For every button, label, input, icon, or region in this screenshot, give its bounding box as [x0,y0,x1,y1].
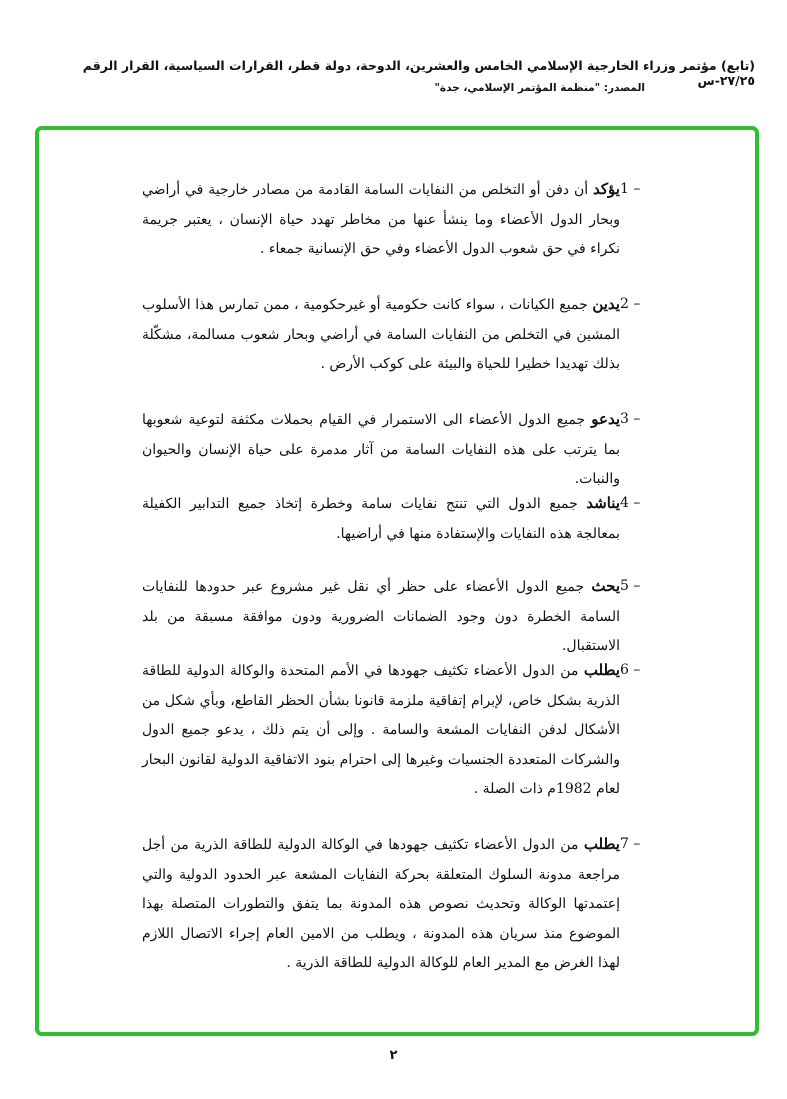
resolution-item-2 [142,290,650,380]
document-source: المصدر: "منظمة المؤتمر الإسلامي، جدة" [434,82,645,94]
resolution-item-5 [142,572,650,662]
item-keyword: يدين [592,295,620,313]
resolution-item-7 [142,830,650,979]
item-text: جميع الدول التي تنتج نفايات سامة وخطرة إتخاذ جميع التدابير الكفيلة بمعالجة هذه النفايات والإستفادة منها في أراضيها. [142,496,620,542]
item-number: 2 – [620,296,641,312]
item-number: 6 – [620,662,641,678]
document-header-title: (تابع) مؤتمر وزراء الخارجية الإسلامي الخامس والعشرين، الدوحة، دولة قطر، القرارات السياسية، القرار الرقم ٢٧/٢٥-س [82,58,755,88]
resolution-item-6 [142,656,650,805]
item-keyword: يحث [591,577,620,595]
item-keyword: يطلب [583,835,620,853]
item-keyword: يدعو [591,410,620,428]
resolution-item-1 [142,175,650,265]
resolution-item-4 [142,489,650,549]
item-number: 1 – [620,181,641,197]
page-number: ٢ [389,1048,398,1063]
item-keyword: يطلب [583,661,620,679]
item-text: من الدول الأعضاء تكثيف جهودها في الأمم المتحدة والوكالة الدولية للطاقة الذرية بشكل خاص، لإبرام إتفاقية ملزمة قانونا بشأن الحظر القاطع، وبأي شكل من الأشكال لدفن النفايات المشعة والسامة . وإلى أن يتم ذلك ، يدعو جميع الدول والشركات المتعددة الجنسيات وغيرها إلى احترام بنود الاتفاقية الدولية لقانون البحار لعام 1982م ذات الصلة . [142,663,620,797]
item-number: 7 – [620,836,641,852]
item-text: جميع الدول الأعضاء الى الاستمرار في القيام بحملات مكثفة لتوعية شعوبها بما يترتب على هذه النفايات السامة من آثار مدمرة على حياة الإنسان والحيوان والنبات. [142,412,620,487]
item-number: 3 – [620,411,641,427]
resolution-item-3 [142,405,650,495]
item-number: 4 – [620,495,641,511]
item-text: أن دفن أو التخلص من النفايات السامة القادمة من مصادر خارجية في أراضي وبحار الدول الأعضاء وما ينشأ عنها من مخاطر تهدد حياة الإنسان ، يعتبر جريمة نكراء في حق شعوب الدول الأعضاء وفي حق الإنسانية جمعاء . [142,182,620,257]
item-text: جميع الكيانات ، سواء كانت حكومية أو غيرحكومية ، ممن تمارس هذا الأسلوب المشين في التخلص من النفايات السامة في أراضي وبحار شعوب مسالمة، مشكّلة بذلك تهديدا خطيرا للحياة والبيئة على كوكب الأرض . [142,297,620,372]
item-text: من الدول الأعضاء تكثيف جهودها في الوكالة الدولية للطاقة الذرية من أجل مراجعة مدونة السلوك المتعلقة بحركة النفايات المشعة عبر الحدود الدولية والتي إعتمدتها الوكالة وتحديث نصوص هذه المدونة بما يتفق والتطورات المتصلة بهذا الموضوع منذ سريان هذه المدونة ، ويطلب من الامين العام إجراء الاتصال اللازم لهذا الغرض مع المدير العام للوكالة الدولية للطاقة الذرية . [142,837,620,971]
item-text: جميع الدول الأعضاء على حظر أي نقل غير مشروع عبر حدودها للنفايات السامة الخطرة دون وجود الضمانات الضرورية ودون موافقة مسبقة من بلد الاستقبال. [142,579,620,654]
item-number: 5 – [620,578,641,594]
item-keyword: يؤكد [593,180,620,198]
item-keyword: يناشد [586,494,620,512]
